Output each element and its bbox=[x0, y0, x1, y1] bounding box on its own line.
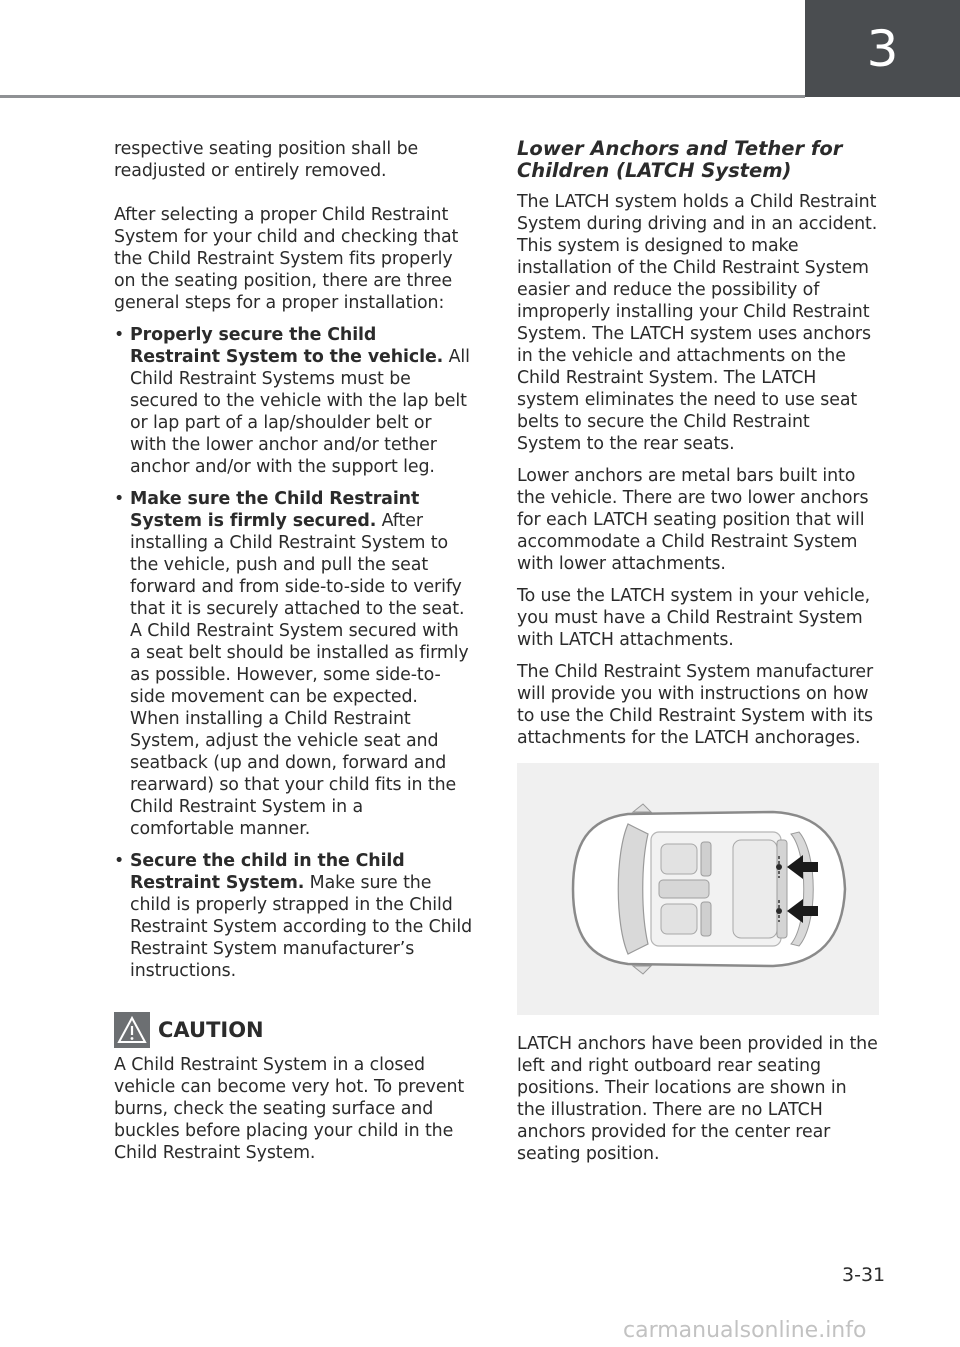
caution-text: A Child Restraint System in a closed vehicle can become very hot. To prevent burns, check the seating surface and buckles before placing your child in the Child Restraint System. bbox=[114, 1055, 465, 1163]
chapter-number: 3 bbox=[866, 19, 899, 78]
bullet-text: Make sure the child is properly strapped in the Child Restraint System according to the Child Restraint System manufacturer’s instructions. bbox=[130, 873, 473, 981]
list-item bbox=[114, 324, 472, 478]
bullet-heading: Properly secure the Child Restraint System to the vehicle. bbox=[130, 325, 444, 367]
caution-header bbox=[114, 1012, 472, 1048]
car-top-view-illustration bbox=[533, 794, 863, 984]
watermark: carmanualsonline.info bbox=[623, 1318, 867, 1343]
bullet-dot: • bbox=[114, 325, 125, 345]
latch-anchor-illustration bbox=[517, 763, 879, 1015]
chapter-tab bbox=[805, 0, 960, 97]
warning-triangle-icon bbox=[114, 1012, 150, 1048]
illustration-caption: LATCH anchors have been provided in the left and right outboard rear seating positions. Their locations are shown in the illustration. There are no LATCH anchors provided for the center rear seating position. bbox=[517, 1034, 878, 1164]
intro-paragraph: respective seating position shall be readjusted or entirely removed. bbox=[114, 139, 419, 181]
bullet-heading: Make sure the Child Restraint System is firmly secured. bbox=[130, 489, 420, 531]
body-paragraph: To use the LATCH system in your vehicle, you must have a Child Restraint System with LATCH attachments. bbox=[517, 586, 871, 650]
caution-label: CAUTION bbox=[158, 1018, 264, 1042]
bullet-heading: Secure the child in the Child Restraint System. bbox=[130, 851, 405, 893]
bullet-text: After installing a Child Restraint System to the vehicle, push and pull the seat forward and from side-to-side to verify that it is securely attached to the seat. A Child Restraint System secured with a seat belt should be installed as firmly as possible. However, some side-to-side movement can be expected. When installing a Child Restraint System, adjust the vehicle seat and seatback (up and down, forward and rearward) so that your child fits in the Child Restraint System in a comfortable manner. bbox=[130, 511, 469, 839]
left-column bbox=[114, 138, 472, 1174]
header-rule bbox=[0, 95, 805, 98]
bullet-dot: • bbox=[114, 851, 125, 871]
list-item bbox=[114, 850, 472, 982]
list-item bbox=[114, 488, 472, 840]
body-paragraph: The LATCH system holds a Child Restraint System during driving and in an accident. This system is designed to make installation of the Child Restraint System easier and reduce the possibility of improperly installing your Child Restraint System. The LATCH system uses anchors in the vehicle and attachments on the Child Restraint System. The LATCH system eliminates the need to use seat belts to secure the Child Restraint System to the rear seats. bbox=[517, 192, 878, 454]
steps-intro-paragraph: After selecting a proper Child Restraint System for your child and checking that the Child Restraint System fits properly on the seating position, there are three general steps for a proper installation: bbox=[114, 205, 459, 313]
right-column bbox=[517, 138, 879, 1175]
body-paragraph: Lower anchors are metal bars built into the vehicle. There are two lower anchors for each LATCH seating position that will accommodate a Child Restraint System with lower attachments. bbox=[517, 466, 869, 574]
bullet-text: All Child Restraint Systems must be secured to the vehicle with the lap belt or lap part of a lap/shoulder belt or with the lower anchor and/or tether anchor and/or with the support leg. bbox=[130, 347, 470, 477]
bullet-dot: • bbox=[114, 489, 125, 509]
page-number: 3-31 bbox=[842, 1264, 886, 1286]
body-paragraph: The Child Restraint System manufacturer will provide you with instructions on how to use the Child Restraint System with its attachments for the LATCH anchorages. bbox=[517, 662, 874, 748]
installation-steps-list bbox=[114, 324, 472, 982]
section-title: Lower Anchors and Tether for Children (LATCH System) bbox=[517, 137, 843, 182]
